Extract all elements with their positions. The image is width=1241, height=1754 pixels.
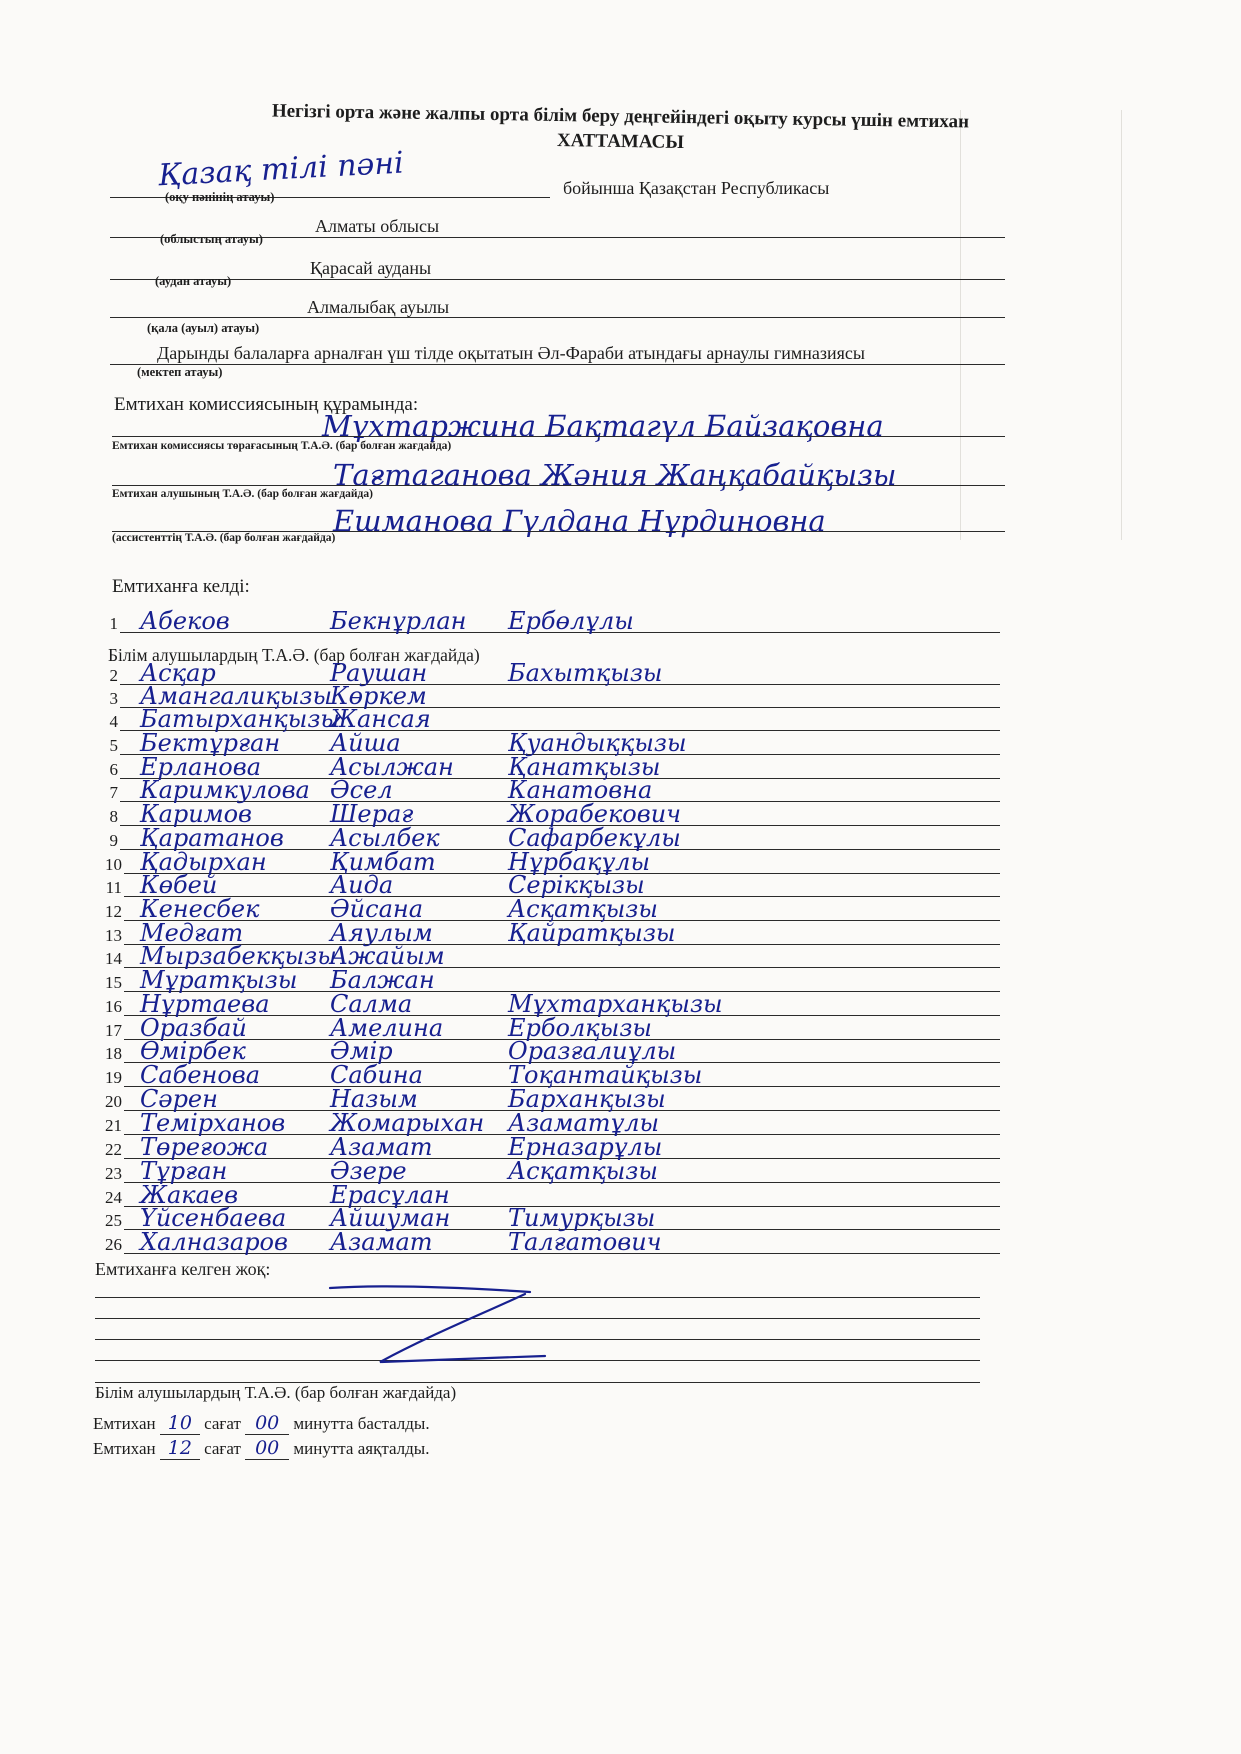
- end-hour-unit: сағат: [204, 1439, 241, 1458]
- student-number: 22: [105, 1140, 122, 1159]
- student-surname: Амангалиқызы: [140, 682, 333, 710]
- student-name: Қимбат: [330, 848, 436, 876]
- student-surname: Бектұрған: [140, 729, 281, 757]
- start-suffix: минутта басталды.: [293, 1414, 430, 1433]
- student-name: Көркем: [330, 682, 427, 710]
- student-surname: Сабенова: [140, 1061, 261, 1089]
- student-name: Амелина: [330, 1014, 444, 1042]
- student-surname: Кенесбек: [140, 895, 260, 923]
- student-number: 23: [105, 1164, 122, 1183]
- subject-handwritten: Қазақ тілі пәні: [157, 145, 405, 194]
- student-patronymic: Тоқантайқызы: [508, 1061, 703, 1089]
- student-surname: Мырзабекқызы: [140, 942, 337, 970]
- student-surname: Темірханов: [140, 1109, 286, 1137]
- student-name: Азамат: [330, 1228, 433, 1256]
- student-name: Бекнұрлан: [330, 607, 467, 635]
- student-patronymic: Ерназарұлы: [508, 1133, 663, 1161]
- student-surname: Қадырхан: [140, 848, 267, 876]
- student-number: 10: [105, 855, 122, 874]
- student-name: Жомарыхан: [330, 1109, 485, 1137]
- village-caption: (қала (ауыл) атауы): [147, 321, 260, 335]
- attended-heading: Емтиханға келді:: [112, 576, 250, 597]
- student-patronymic: Асқатқызы: [508, 1157, 658, 1185]
- student-patronymic: Қайратқызы: [508, 919, 676, 947]
- examiner-line: [112, 485, 1005, 486]
- student-surname: Каримкулова: [140, 776, 310, 804]
- exam-start-line: [93, 1412, 430, 1435]
- examiner-caption: Емтихан алушының Т.А.Ә. (бар болған жағдайда): [112, 488, 373, 500]
- student-patronymic: Азаматұлы: [508, 1109, 660, 1137]
- start-hour: 10: [160, 1412, 200, 1435]
- student-surname: Мұратқызы: [140, 966, 298, 994]
- commission-examiner-name: Тағтаганова Жәния Жаңқабайқызы: [333, 458, 897, 492]
- student-patronymic: Бахытқызы: [508, 659, 663, 687]
- village-value: Алмалыбақ ауылы: [307, 297, 450, 317]
- student-number: 9: [109, 831, 118, 850]
- student-name: Аяулым: [330, 919, 433, 947]
- bleed-through-table: [960, 110, 1122, 540]
- student-name: Әйсана: [330, 895, 423, 923]
- student-patronymic: Талғатович: [508, 1228, 662, 1256]
- student-name: Әзере: [330, 1157, 407, 1185]
- student-number: 17: [105, 1021, 122, 1040]
- student-name: Ерасұлан: [330, 1181, 450, 1209]
- student-number: 3: [109, 689, 118, 708]
- absent-heading: Емтиханға келген жоқ:: [95, 1259, 271, 1279]
- student-number: 25: [105, 1211, 122, 1230]
- district-caption: (аудан атауы): [155, 274, 232, 288]
- start-minute: 00: [245, 1412, 289, 1435]
- commission-heading: Емтихан комиссиясының құрамында:: [114, 394, 419, 415]
- district-value: Қарасай ауданы: [310, 258, 432, 278]
- document-title-protocol: ХАТТАМАСЫ: [556, 130, 685, 153]
- student-surname: Қаратанов: [140, 824, 284, 852]
- student-number: 1: [109, 614, 118, 633]
- student-number: 20: [105, 1092, 122, 1111]
- student-surname: Сәрен: [140, 1085, 218, 1113]
- student-number: 19: [105, 1068, 122, 1087]
- absent-strikethrough-mark: [320, 1280, 560, 1375]
- student-name: Азамат: [330, 1133, 433, 1161]
- student-name: Салма: [330, 990, 413, 1018]
- exam-end-line: [93, 1437, 429, 1460]
- student-number: 18: [105, 1044, 122, 1063]
- student-surname: Асқар: [140, 659, 216, 687]
- student-surname: Ерланова: [140, 753, 262, 781]
- document-title: Негізгі орта және жалпы орта білім беру деңгейіндегі оқыту курсы үшін емтихан: [271, 100, 970, 133]
- student-surname: Халназаров: [140, 1228, 288, 1256]
- student-number: 12: [105, 902, 122, 921]
- school-line: [110, 364, 1005, 365]
- student-number: 4: [109, 712, 118, 731]
- student-number: 13: [105, 926, 122, 945]
- student-number: 24: [105, 1188, 122, 1207]
- student-name: Раушан: [330, 659, 428, 687]
- village-line: [110, 317, 1005, 318]
- student-name: Асылбек: [330, 824, 440, 852]
- end-minute: 00: [245, 1437, 289, 1460]
- student-number: 16: [105, 997, 122, 1016]
- student-patronymic: Сафарбекұлы: [508, 824, 681, 852]
- student-surname: Медғат: [140, 919, 244, 947]
- student-patronymic: Қанатқызы: [508, 753, 661, 781]
- student-name: Асылжан: [330, 753, 454, 781]
- student-name: Әмір: [330, 1037, 393, 1065]
- student-name: Жансая: [330, 705, 431, 733]
- commission-chair-name: Мұхтаржина Бақтагүл Байзақовна: [322, 409, 884, 443]
- student-name: Назым: [330, 1085, 418, 1113]
- student-surname: Көбей: [140, 871, 218, 899]
- student-surname: Үйсенбаева: [140, 1204, 287, 1232]
- chair-caption: Емтихан комиссиясы төрағасының Т.А.Ә. (бар болған жағдайда): [112, 440, 452, 452]
- student-patronymic: Оразғалиұлы: [508, 1037, 677, 1065]
- student-number: 26: [105, 1235, 122, 1254]
- region-value: Алматы облысы: [315, 216, 440, 236]
- student-patronymic: Ерболқызы: [508, 1014, 652, 1042]
- student-patronymic: Тимурқызы: [508, 1204, 656, 1232]
- student-patronymic: Канатовна: [508, 776, 653, 804]
- student-surname: Нұртаева: [140, 990, 270, 1018]
- district-line: [110, 279, 1005, 280]
- start-hour-unit: сағат: [204, 1414, 241, 1433]
- student-patronymic: Мұхтарханқызы: [508, 990, 723, 1018]
- student-number: 15: [105, 973, 122, 992]
- student-name: Айша: [330, 729, 401, 757]
- student-surname: Тұрған: [140, 1157, 228, 1185]
- student-number: 8: [109, 807, 118, 826]
- school-value: Дарынды балаларға арналған үш тілде оқытатын Әл-Фараби атындағы арнаулы гимназиясы: [157, 343, 866, 363]
- subject-caption: (оқу пәнінің атауы): [165, 190, 275, 204]
- student-patronymic: Барханқызы: [508, 1085, 666, 1113]
- student-surname: Төреғожа: [140, 1133, 269, 1161]
- student-surname: Оразбай: [140, 1014, 247, 1042]
- student-patronymic: Серікқызы: [508, 871, 645, 899]
- chair-line: [112, 436, 1005, 437]
- student-number: 21: [105, 1116, 122, 1135]
- student-surname: Жакаев: [140, 1181, 239, 1209]
- student-name: Аида: [330, 871, 394, 899]
- region-caption: (облыстың атауы): [160, 232, 263, 246]
- end-prefix: Емтихан: [93, 1439, 156, 1458]
- student-patronymic: Жорабекович: [508, 800, 682, 828]
- student-patronymic: Нұрбақұлы: [508, 848, 650, 876]
- start-prefix: Емтихан: [93, 1414, 156, 1433]
- commission-assistant-name: Ешманова Гүлдана Нұрдиновна: [333, 504, 826, 538]
- student-name: Әсел: [330, 776, 393, 804]
- student-name: Шерағ: [330, 800, 414, 828]
- student-number: 7: [109, 783, 118, 802]
- attended-caption: Білім алушылардың Т.А.Ә. (бар болған жағдайда): [108, 645, 480, 665]
- student-number: 14: [105, 949, 122, 968]
- student-patronymic: Ербөлұлы: [508, 607, 634, 635]
- student-surname: Батырханқызы: [140, 705, 340, 733]
- student-surname: Өмірбек: [140, 1037, 246, 1065]
- student-patronymic: Қуандыққызы: [508, 729, 687, 757]
- student-name: Сабина: [330, 1061, 423, 1089]
- student-surname: Абеков: [140, 607, 230, 635]
- student-number: 6: [109, 760, 118, 779]
- student-number: 2: [109, 666, 118, 685]
- student-name: Ажайым: [330, 942, 445, 970]
- absent-caption: Білім алушылардың Т.А.Ә. (бар болған жағдайда): [95, 1383, 457, 1402]
- school-caption: (мектеп атауы): [137, 365, 223, 379]
- student-name: Айшуман: [330, 1204, 451, 1232]
- student-name: Балжан: [330, 966, 435, 994]
- student-number: 5: [109, 736, 118, 755]
- end-hour: 12: [160, 1437, 200, 1460]
- end-suffix: минутта аяқталды.: [293, 1439, 430, 1458]
- assistant-caption: (ассистенттің Т.А.Ә. (бар болған жағдайда): [112, 532, 336, 544]
- student-number: 11: [105, 878, 122, 897]
- student-surname: Каримов: [140, 800, 253, 828]
- student-patronymic: Асқатқызы: [508, 895, 658, 923]
- subject-suffix: бойынша Қазақстан Республикасы: [563, 178, 830, 198]
